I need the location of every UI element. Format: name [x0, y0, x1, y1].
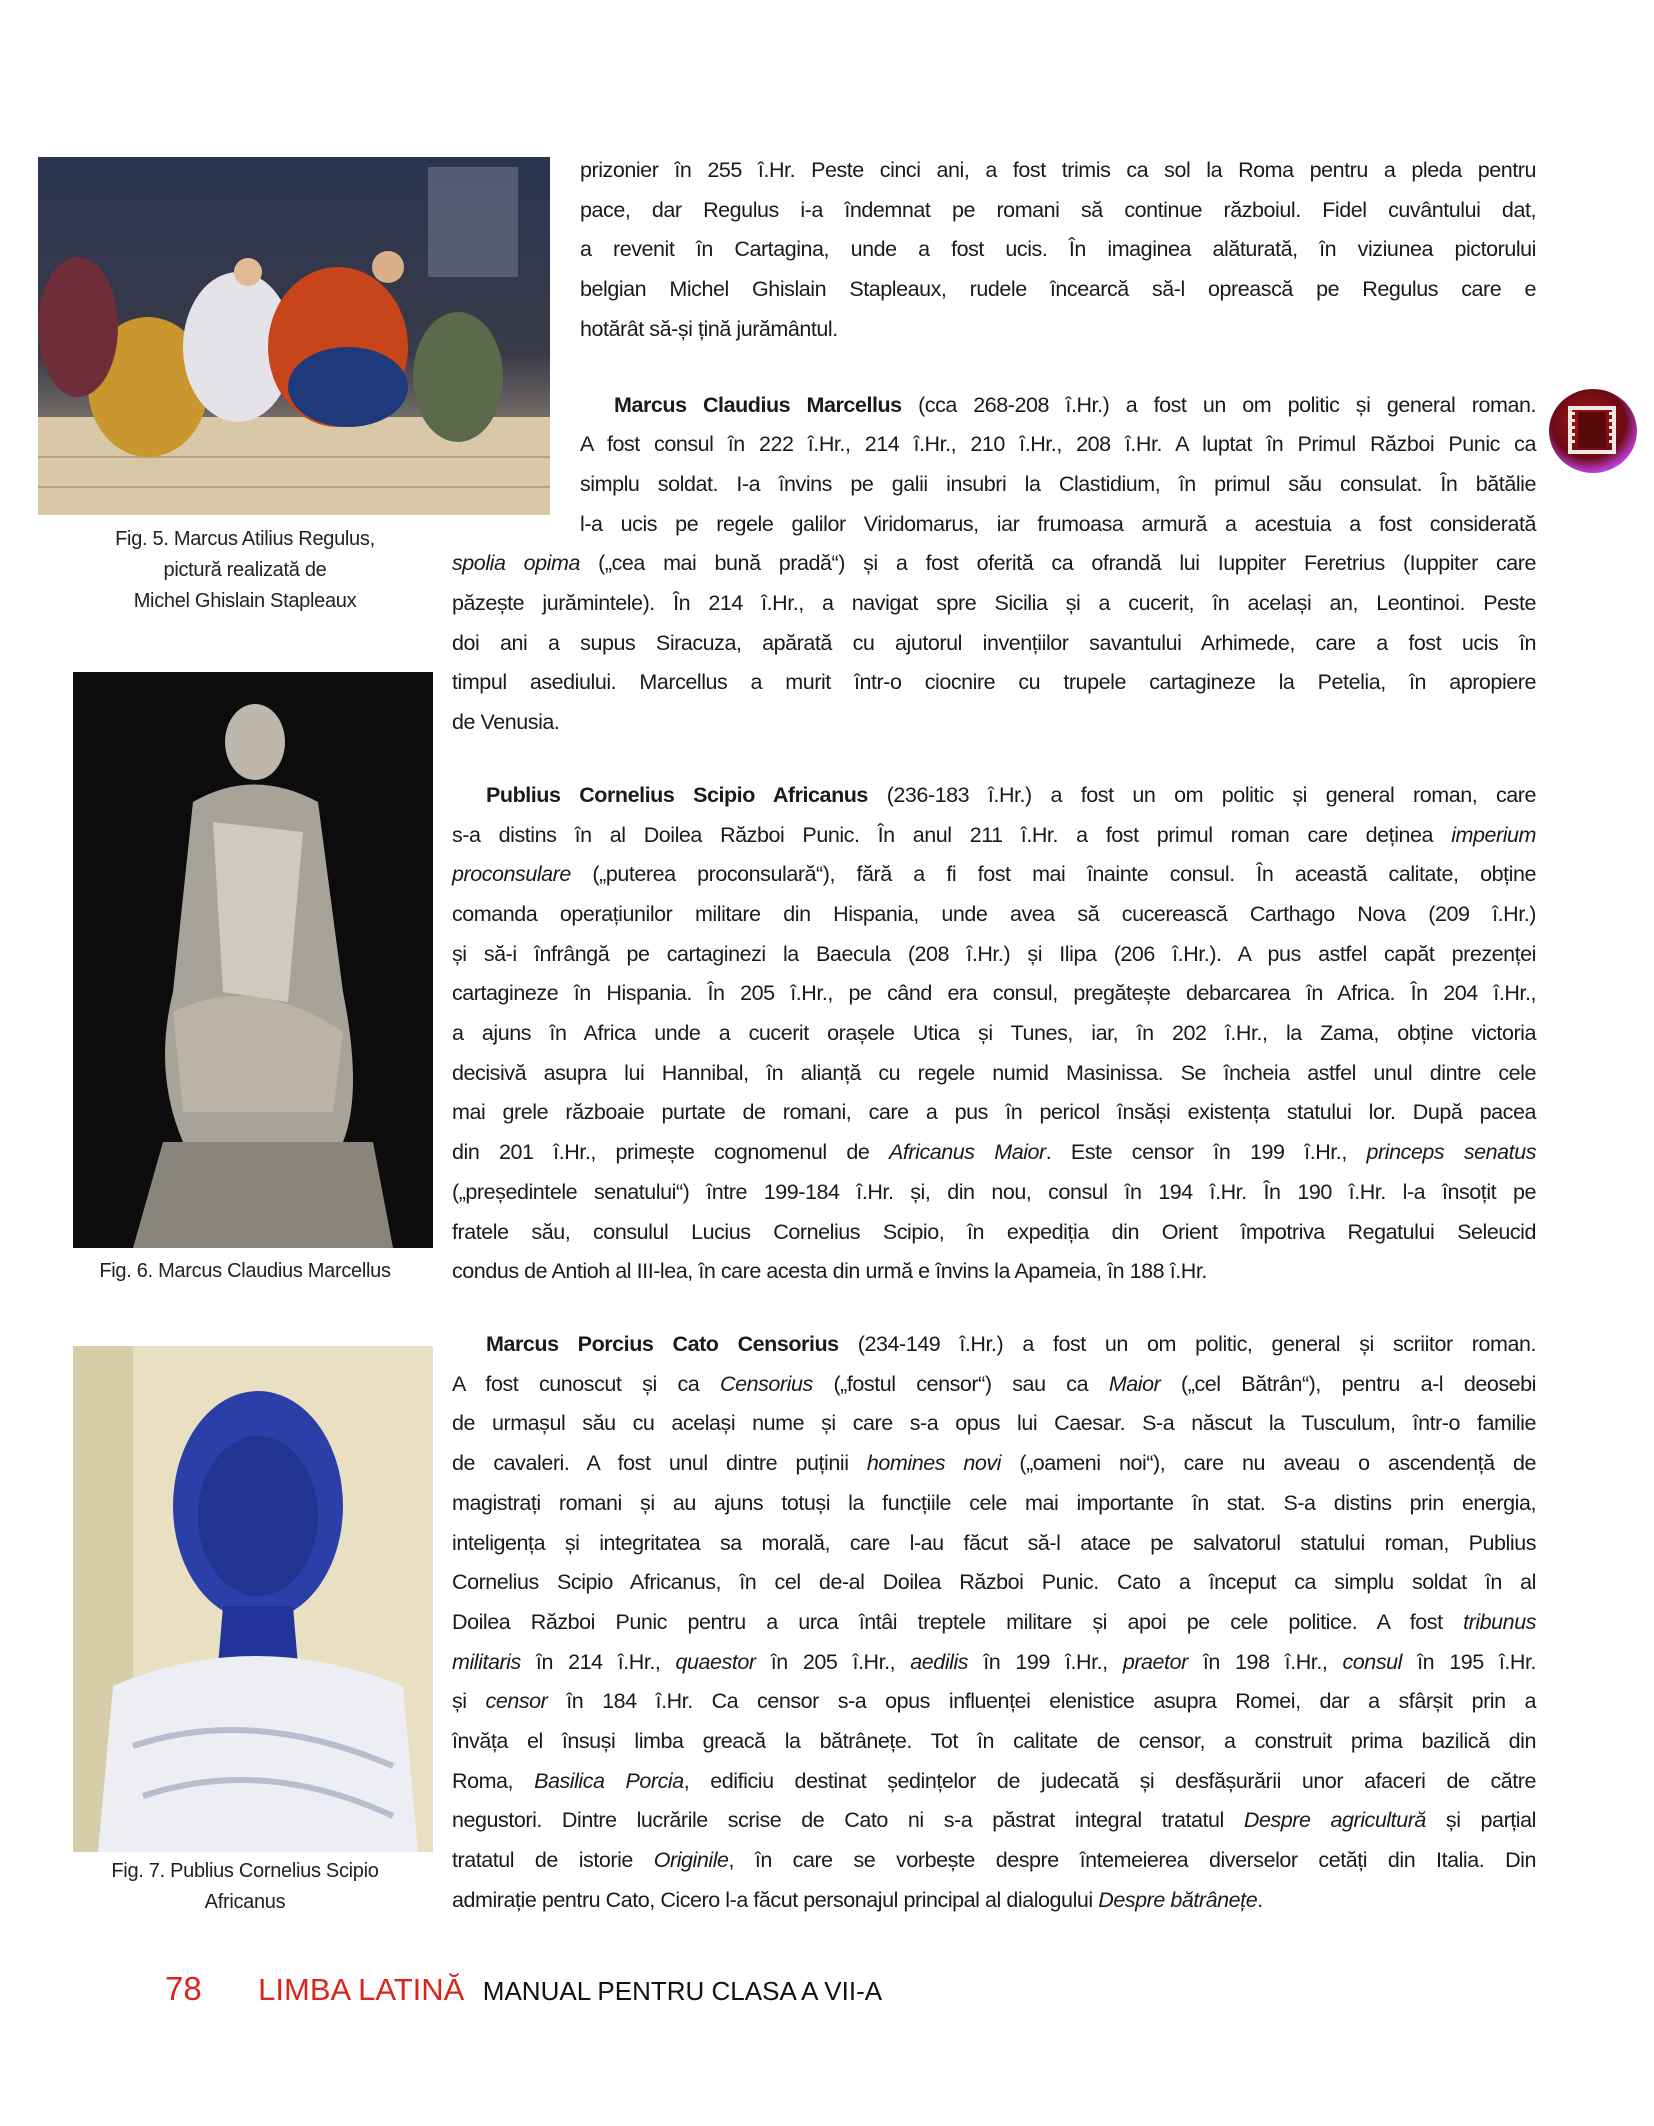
- italic-term: consul: [1342, 1649, 1402, 1674]
- text-line: hotărât să-și țină jurământul.: [580, 316, 838, 341]
- text-line: („președintele senatului“) între 199-184 î.Hr. și, din nou, consul în 194 î.Hr. În 190 î.Hr. l-a însoțit pe: [452, 1179, 1536, 1204]
- book-subtitle: MANUAL PENTRU CLASA A VII-A: [482, 1976, 883, 2006]
- book-title: LIMBA LATINĂ: [258, 1972, 465, 2007]
- figure-7-caption: [35, 1856, 455, 1918]
- text-line: timpul asediului. Marcellus a murit într-o ciocnire cu trupele cartagineze la Petelia, în apropiere: [452, 670, 1536, 695]
- italic-term: militaris: [452, 1649, 521, 1674]
- text-line: pace, dar Regulus i-a îndemnat pe romani să continue războiul. Fidel cuvântului dat,: [580, 197, 1536, 222]
- text-line: de urmașul său cu același nume și care s-a opus lui Caesar. S-a născut la Tusculum, într-o familie: [452, 1411, 1536, 1436]
- text-line: A fost consul în 222 î.Hr., 214 î.Hr., 210 î.Hr., 208 î.Hr. A luptat în Primul Război Punic ca: [580, 432, 1536, 457]
- page-number: 78: [165, 1970, 202, 2007]
- text-line: păzește jurămintele). În 214 î.Hr., a navigat spre Sicilia și a cucerit, în același an, Leontinoi. Peste: [452, 591, 1536, 616]
- caption-line: Fig. 6. Marcus Claudius Marcellus: [99, 1260, 391, 1282]
- text-line: Publius Cornelius Scipio Africanus (236-183 î.Hr.) a fost un om politic și general roman, care: [486, 782, 1537, 807]
- text-line: l-a ucis pe regele galilor Viridomarus, iar frumoasa armură a acestuia a fost considerată: [580, 511, 1536, 536]
- caption-line: Michel Ghislain Stapleaux: [133, 590, 357, 612]
- text-line: și să-i înfrângă pe cartaginezi la Baecula (208 î.Hr.) și Ilipa (206 î.Hr.). A pus astfel capăt prezenței: [452, 941, 1536, 966]
- text-line: din 201 î.Hr., primește cognomenul de Africanus Maior. Este censor în 199 î.Hr., princeps senatus: [452, 1140, 1537, 1165]
- bold-name: Marcus Porcius Cato Censorius: [486, 1331, 839, 1356]
- italic-term: Censorius: [720, 1371, 813, 1396]
- bold-name: Publius Cornelius Scipio Africanus: [486, 782, 868, 807]
- text-line: belgian Michel Ghislain Stapleaux, rudele încearcă să-l oprească pe Regulus care e: [580, 277, 1536, 302]
- caption-line: Africanus: [204, 1891, 286, 1913]
- text-line: doi ani a supus Siracuza, apărată cu ajutorul invențiilor savantului Arhimede, care a fost ucis în: [452, 630, 1536, 655]
- italic-term: homines novi: [866, 1451, 1002, 1476]
- caption-line: Fig. 7. Publius Cornelius Scipio: [111, 1860, 379, 1882]
- text-line: admirație pentru Cato, Cicero l-a făcut personajul principal al dialogului Despre bătrânețe.: [452, 1887, 1263, 1912]
- paragraph: [452, 151, 1536, 350]
- italic-term: Basilica Porcia: [534, 1768, 684, 1793]
- text-line: Doilea Război Punic pentru a urca întâi treptele militare și apoi pe cele politice. A fost tribunus: [452, 1609, 1536, 1634]
- text-line: Marcus Claudius Marcellus (cca 268-208 î.Hr.) a fost un om politic și general roman.: [614, 392, 1536, 417]
- text-line: negustori. Dintre lucrările scrise de Cato ni s-a păstrat integral tratatul Despre agricultură și parțial: [452, 1808, 1536, 1833]
- caption-line: Fig. 5. Marcus Atilius Regulus,: [115, 528, 375, 550]
- bold-name: Marcus Claudius Marcellus: [614, 392, 902, 417]
- caption-line: pictură realizată de: [163, 559, 327, 581]
- text-line: Roma, Basilica Porcia, edificiu destinat ședințelor de judecată și desfășurării unor afaceri de către: [452, 1768, 1536, 1793]
- figure-6-statue: [73, 672, 433, 1248]
- italic-term: censor: [485, 1689, 548, 1714]
- text-line: fratele său, consulul Lucius Cornelius Scipio, în expediția din Orient împotriva Regatului Seleucid: [452, 1219, 1536, 1244]
- figure-6-caption: [35, 1256, 455, 1287]
- figure-5-caption: [35, 524, 455, 617]
- italic-term: quaestor: [675, 1649, 756, 1674]
- text-line: Cornelius Scipio Africanus, în cel de-al Doilea Război Punic. Cato a început ca simplu soldat în al: [452, 1570, 1536, 1595]
- film-icon[interactable]: [1546, 386, 1640, 476]
- text-line: militaris în 214 î.Hr., quaestor în 205 î.Hr., aedilis în 199 î.Hr., praetor în 198 î.Hr., consul în 195 î.Hr.: [452, 1649, 1537, 1674]
- italic-term: Despre bătrânețe: [1098, 1887, 1258, 1912]
- text-line: spolia opima („cea mai bună pradă“) și a fost oferită ca ofrandă lui Iuppiter Feretrius (Iuppiter care: [452, 551, 1536, 576]
- text-line: tratatul de istorie Originile, în care se vorbește despre întemeierea diverselor cetăți din Italia. Din: [452, 1848, 1536, 1873]
- figure-7-bust: [73, 1346, 433, 1852]
- italic-term: imperium: [1451, 822, 1536, 847]
- italic-term: proconsulare: [452, 862, 571, 887]
- text-line: comanda operațiunilor militare din Hispania, unde avea să cucerească Carthago Nova (209 î.Hr.): [452, 901, 1536, 926]
- italic-term: Maior: [1108, 1371, 1161, 1396]
- text-line: a ajuns în Africa unde a cucerit orașele Utica și Tunes, iar, în 202 î.Hr., la Zama, obține victoria: [452, 1021, 1536, 1046]
- italic-term: tribunus: [1463, 1609, 1536, 1634]
- text-line: s-a distins în al Doilea Război Punic. În anul 211 î.Hr. a fost primul roman care deținea imperium: [452, 822, 1536, 847]
- text-line: magistrați romani și au ajuns totuși la funcțiile cele mai importante în stat. S-a distins prin energia,: [452, 1490, 1536, 1515]
- text-line: de Venusia.: [452, 710, 560, 735]
- paragraph: [452, 1325, 1536, 1921]
- text-line: inteligența și integritatea sa morală, care l-au făcut să-l atace pe salvatorul statului roman, Publius: [452, 1530, 1536, 1555]
- text-line: A fost cunoscut și ca Censorius („fostul censor“) sau ca Maior („cel Bătrân“), pentru a-l deosebi: [452, 1371, 1536, 1396]
- italic-term: princeps senatus: [1366, 1140, 1537, 1165]
- text-line: decisivă asupra lui Hannibal, în alianță cu regele numid Masinissa. Se încheia astfel unul dintre cele: [452, 1060, 1536, 1085]
- text-line: învăța el însuși limba greacă la bătrânețe. Tot în calitate de censor, a construit prima bazilică din: [452, 1729, 1536, 1754]
- text-line: cartagineze în Hispania. În 205 î.Hr., pe când era consul, pregătește debarcarea în Africa. În 204 î.Hr.,: [452, 981, 1536, 1006]
- text-line: proconsulare („puterea proconsulară“), fără a fi fost mai înainte consul. În această calitate, obține: [452, 862, 1536, 887]
- text-line: mai grele războaie purtate de romani, care a pus în pericol însăși existența statului lor. După pacea: [452, 1100, 1536, 1125]
- text-line: a revenit în Cartagina, unde a fost ucis. În imaginea alăturată, în viziunea pictorului: [580, 237, 1536, 262]
- text-line: și censor în 184 î.Hr. Ca censor s-a opus influenței elenistice asupra Romei, dar a sfârșit prin a: [452, 1689, 1537, 1714]
- italic-term: Despre agricultură: [1243, 1808, 1426, 1833]
- text-line: Marcus Porcius Cato Censorius (234-149 î.Hr.) a fost un om politic, general și scriitor roman.: [486, 1331, 1536, 1356]
- italic-term: praetor: [1122, 1649, 1188, 1674]
- paragraph: [452, 776, 1536, 1292]
- italic-term: Originile: [653, 1848, 729, 1873]
- paragraph: [452, 386, 1536, 743]
- italic-term: aedilis: [910, 1649, 969, 1674]
- italic-term: spolia opima: [452, 551, 580, 576]
- body-text: [452, 151, 1536, 1954]
- text-line: prizonier în 255 î.Hr. Peste cinci ani, a fost trimis ca sol la Roma pentru a pleda pentru: [580, 158, 1536, 182]
- text-line: condus de Antioh al III-lea, în care acesta din urmă e învins la Apameia, în 188 î.Hr.: [452, 1259, 1207, 1284]
- italic-term: Africanus Maior: [889, 1140, 1046, 1165]
- page-footer: [165, 1970, 882, 2008]
- text-line: de cavaleri. A fost unul dintre puținii homines novi („oameni noi“), care nu aveau o ascendență de: [452, 1451, 1536, 1476]
- text-line: simplu soldat. I-a învins pe galii insubri la Clastidium, în primul său consulat. În bătălie: [580, 471, 1536, 496]
